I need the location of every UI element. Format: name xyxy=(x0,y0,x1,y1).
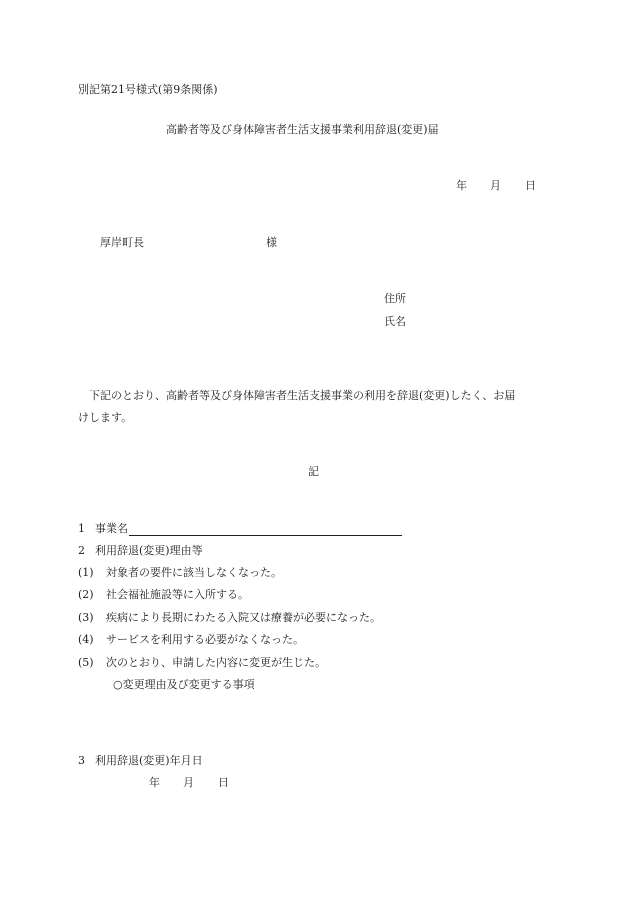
item-1-number: 1 xyxy=(78,522,85,535)
form-reference: 別記第21号様式(第9条関係) xyxy=(78,83,218,96)
addressee-honorific: 様 xyxy=(266,236,277,249)
body-text-line-2: けします。 xyxy=(78,411,133,424)
withdrawal-date xyxy=(149,777,229,788)
applicant-address-label: 住所 xyxy=(384,292,406,305)
withdrawal-month-label: 月 xyxy=(183,776,194,789)
item-3-number: 3 xyxy=(78,754,85,767)
date-day-label: 日 xyxy=(525,179,536,192)
form-title: 高齢者等及び身体障害者生活支援事業利用辞退(変更)届 xyxy=(166,123,439,136)
date-year-label: 年 xyxy=(456,179,467,192)
applicant-name-label: 氏名 xyxy=(384,315,406,328)
item-2-label: 利用辞退(変更)理由等 xyxy=(95,544,203,557)
reason-3-number: (3) xyxy=(78,611,94,624)
reason-1-text: 対象者の要件に該当しなくなった。 xyxy=(106,566,282,579)
item-2-number: 2 xyxy=(78,544,85,557)
business-name-blank-line xyxy=(129,535,402,536)
date-month-label: 月 xyxy=(490,179,501,192)
reason-2-number: (2) xyxy=(78,588,94,601)
item-1-label: 事業名 xyxy=(95,522,128,535)
ki-heading: 記 xyxy=(308,465,319,478)
withdrawal-day-label: 日 xyxy=(218,776,229,789)
reason-5-number: (5) xyxy=(78,656,94,669)
submission-date xyxy=(456,180,536,191)
change-note: ○変更理由及び変更する事項 xyxy=(113,678,255,691)
body-text-line-1: 下記のとおり、高齢者等及び身体障害者生活支援事業の利用を辞退(変更)したく、お届 xyxy=(89,389,516,402)
reason-4-number: (4) xyxy=(78,633,94,646)
reason-5-text: 次のとおり、申請した内容に変更が生じた。 xyxy=(106,656,326,669)
reason-2-text: 社会福祉施設等に入所する。 xyxy=(106,588,249,601)
reason-3-text: 疾病により長期にわたる入院又は療養が必要になった。 xyxy=(106,611,381,624)
reason-4-text: サービスを利用する必要がなくなった。 xyxy=(106,633,304,646)
item-3-label: 利用辞退(変更)年月日 xyxy=(95,754,203,767)
addressee-name: 厚岸町長 xyxy=(100,236,144,249)
withdrawal-year-label: 年 xyxy=(149,776,160,789)
reason-1-number: (1) xyxy=(78,566,94,579)
